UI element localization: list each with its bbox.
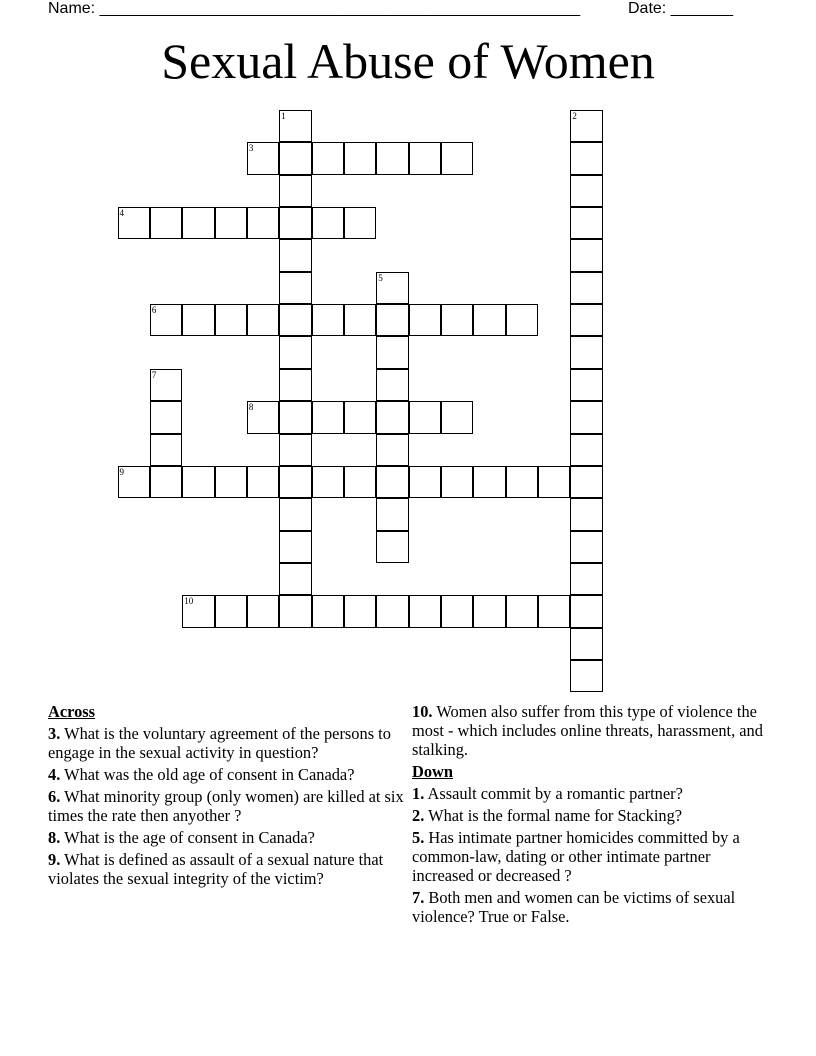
grid-cell[interactable] <box>570 142 602 174</box>
grid-cell[interactable] <box>279 563 311 595</box>
grid-cell[interactable] <box>344 466 376 498</box>
grid-cell[interactable] <box>376 498 408 530</box>
grid-cell[interactable] <box>279 498 311 530</box>
clue-number: 9 <box>119 466 124 477</box>
grid-cell[interactable] <box>344 142 376 174</box>
grid-cell[interactable] <box>376 595 408 627</box>
grid-cell[interactable] <box>570 466 602 498</box>
grid-cell[interactable] <box>279 336 311 368</box>
grid-cell[interactable] <box>570 336 602 368</box>
page-title: Sexual Abuse of Women <box>161 33 655 89</box>
grid-cell[interactable] <box>344 595 376 627</box>
grid-cell[interactable] <box>376 434 408 466</box>
grid-cell[interactable] <box>279 175 311 207</box>
grid-cell[interactable] <box>441 142 473 174</box>
clue-number: 1 <box>281 111 286 121</box>
grid-cell[interactable] <box>409 466 441 498</box>
grid-cell[interactable] <box>506 595 538 627</box>
clue-number: 8 <box>248 402 254 413</box>
grid-cell[interactable] <box>279 272 311 304</box>
grid-cell[interactable] <box>279 369 311 401</box>
grid-cell[interactable] <box>312 595 344 627</box>
grid-cell[interactable] <box>570 498 602 530</box>
date-label: Date: _______ <box>628 0 733 17</box>
grid-cell[interactable] <box>570 207 602 239</box>
grid-cell[interactable] <box>279 595 311 627</box>
grid-cell[interactable] <box>570 563 602 595</box>
grid-cell[interactable] <box>441 401 473 433</box>
grid-cell[interactable] <box>376 531 408 563</box>
grid-cell[interactable] <box>570 595 602 627</box>
grid-cell[interactable] <box>441 466 473 498</box>
grid-cell[interactable] <box>506 466 538 498</box>
grid-cell[interactable] <box>279 466 311 498</box>
grid-cell[interactable] <box>182 304 214 336</box>
grid-cell[interactable] <box>150 434 182 466</box>
grid-cell[interactable] <box>376 142 408 174</box>
across-clue-3: 3. What is the voluntary agreement of the persons to engage in the sexual activity in question? <box>48 724 391 762</box>
grid-cell[interactable] <box>344 304 376 336</box>
grid-cell[interactable] <box>570 628 602 660</box>
grid-cell[interactable] <box>215 466 247 498</box>
grid-cell[interactable] <box>376 304 408 336</box>
grid-cell[interactable] <box>570 304 602 336</box>
grid-cell[interactable] <box>182 207 214 239</box>
clue-number: 4 <box>119 208 124 219</box>
grid-cell[interactable] <box>441 595 473 627</box>
grid-cell[interactable] <box>215 304 247 336</box>
grid-cell[interactable] <box>570 239 602 271</box>
clue-number: 7 <box>151 369 157 380</box>
grid-cell[interactable] <box>279 142 311 174</box>
grid-cell[interactable] <box>182 466 214 498</box>
grid-cell[interactable] <box>409 304 441 336</box>
across-clue-8: 8. What is the age of consent in Canada? <box>48 828 315 847</box>
down-clue-7: 7. Both men and women can be victims of sexual violence? True or False. <box>412 888 736 926</box>
grid-cell[interactable] <box>344 401 376 433</box>
grid-cell[interactable] <box>150 207 182 239</box>
across-clue-4: 4. What was the old age of consent in Canada? <box>48 765 355 784</box>
grid-cell[interactable] <box>312 466 344 498</box>
grid-cell[interactable] <box>570 401 602 433</box>
grid-cell[interactable] <box>279 434 311 466</box>
grid-cell[interactable] <box>215 207 247 239</box>
grid-cell[interactable] <box>538 595 570 627</box>
grid-cell[interactable] <box>473 304 505 336</box>
grid-cell[interactable] <box>215 595 247 627</box>
grid-cell[interactable] <box>279 401 311 433</box>
grid-cell[interactable] <box>312 304 344 336</box>
grid-cell[interactable] <box>570 369 602 401</box>
grid-cell[interactable] <box>570 434 602 466</box>
grid-cell[interactable] <box>150 401 182 433</box>
grid-cell[interactable] <box>279 304 311 336</box>
grid-cell[interactable] <box>312 207 344 239</box>
across-heading: Across <box>48 702 96 721</box>
down-clue-5: 5. Has intimate partner homicides committed by a common-law, dating or other intimate partner increased or decreased ? <box>412 828 740 885</box>
grid-cell[interactable] <box>247 595 279 627</box>
grid-cell[interactable] <box>279 531 311 563</box>
grid-cell[interactable] <box>570 660 602 692</box>
grid-cell[interactable] <box>247 304 279 336</box>
clue-number: 6 <box>151 305 157 316</box>
grid-cell[interactable] <box>279 207 311 239</box>
grid-cell[interactable] <box>570 272 602 304</box>
clue-number: 5 <box>378 272 383 283</box>
grid-cell[interactable] <box>312 401 344 433</box>
across-clue-9: 9. What is defined as assault of a sexual nature that violates the sexual integrity of the victim? <box>48 850 384 888</box>
grid-cell[interactable] <box>473 595 505 627</box>
down-heading: Down <box>412 762 453 781</box>
grid-cell[interactable] <box>247 466 279 498</box>
grid-cell[interactable] <box>441 304 473 336</box>
grid-cell[interactable] <box>538 466 570 498</box>
grid-cell[interactable] <box>409 142 441 174</box>
clue-number: 2 <box>572 111 577 121</box>
grid-cell[interactable] <box>150 466 182 498</box>
down-clue-2: 2. What is the formal name for Stacking? <box>412 806 683 825</box>
grid-cell[interactable] <box>473 466 505 498</box>
grid-cell[interactable] <box>376 466 408 498</box>
grid-cell[interactable] <box>279 239 311 271</box>
grid-cell[interactable] <box>506 304 538 336</box>
clues-right-column <box>412 702 768 929</box>
across-clue-10: 10. Women also suffer from this type of violence the most - which includes online threats, harassment, and stalking. <box>412 702 763 759</box>
grid-cell[interactable] <box>312 142 344 174</box>
grid-cell[interactable] <box>409 595 441 627</box>
across-clue-6: 6. What minority group (only women) are killed at six times the rate then anyother ? <box>48 787 404 825</box>
grid-cell[interactable] <box>376 336 408 368</box>
grid-cell[interactable] <box>570 531 602 563</box>
grid-cell[interactable] <box>247 207 279 239</box>
clue-number: 10 <box>184 596 194 607</box>
down-clue-1: 1. Assault commit by a romantic partner? <box>412 784 683 803</box>
name-label: Name: ______________________________________________________ <box>48 0 581 17</box>
clue-number: 3 <box>248 143 254 154</box>
grid-cell[interactable] <box>344 207 376 239</box>
grid-cell[interactable] <box>409 401 441 433</box>
grid-cell[interactable] <box>570 175 602 207</box>
grid-cell[interactable] <box>376 369 408 401</box>
grid-cell[interactable] <box>376 401 408 433</box>
clues-left-column <box>48 702 404 891</box>
